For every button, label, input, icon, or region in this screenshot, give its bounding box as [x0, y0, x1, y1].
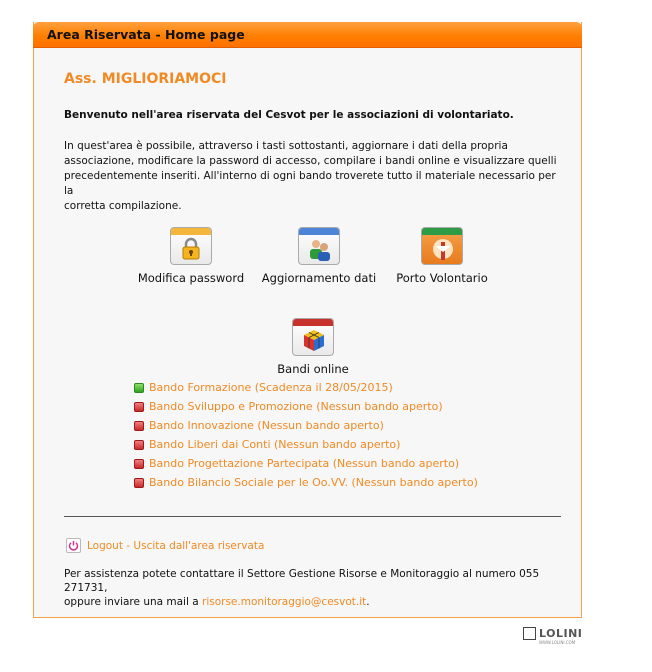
porto-volontario-button[interactable] [377, 227, 507, 285]
brand-name: LOLINI [539, 627, 583, 640]
reserved-area-panel [33, 22, 582, 618]
bando-link[interactable]: Bando Sviluppo e Promozione (Nessun bando aperto) [149, 400, 443, 413]
bando-item[interactable] [134, 454, 478, 473]
status-closed-icon [134, 440, 144, 450]
aggiornamento-dati-button[interactable] [254, 227, 384, 285]
logout-label[interactable]: Logout - Uscita dall'area riservata [87, 539, 265, 552]
association-name: Ass. MIGLIORIAMOCI [64, 71, 227, 87]
bando-link[interactable]: Bando Bilancio Sociale per le Oo.VV. (Nessun bando aperto) [149, 476, 478, 489]
intro-line: associazione, modificare la password di accesso, compilare i bandi online e visualizzare quelli [64, 155, 557, 167]
panel-header-title: Area Riservata - Home page [33, 22, 582, 48]
brand-sub: WWW.LOLINI.COM [539, 640, 576, 645]
bando-item[interactable] [134, 435, 478, 454]
padlock-icon [170, 227, 212, 265]
bando-item[interactable] [134, 416, 478, 435]
bando-link[interactable]: Bando Liberi dai Conti (Nessun bando aperto) [149, 438, 401, 451]
bando-link[interactable]: Bando Formazione (Scadenza il 28/05/2015) [149, 381, 393, 394]
assistance-text [64, 567, 574, 609]
assistance-suffix: . [366, 596, 370, 608]
bandi-online-button[interactable] [248, 318, 378, 376]
assistance-line: Per assistenza potete contattare il Settore Gestione Risorse e Monitoraggio al numero 055 271731, [64, 568, 540, 594]
lighthouse-icon [421, 227, 463, 265]
power-icon [66, 538, 81, 553]
intro-line: In quest'area è possibile, attraverso i tasti sottostanti, aggiornare i dati della propria [64, 140, 508, 152]
assistance-prefix: oppure inviare una mail a [64, 596, 203, 608]
bandi-list [134, 378, 478, 492]
porto-volontario-label: Porto Volontario [396, 271, 488, 285]
cube-icon [292, 318, 334, 356]
status-open-icon [134, 383, 144, 393]
intro-line: corretta compilazione. [64, 200, 182, 212]
aggiornamento-dati-label: Aggiornamento dati [261, 271, 377, 285]
modifica-password-label: Modifica password [137, 271, 245, 285]
lolini-mark-icon [523, 627, 536, 640]
modifica-password-button[interactable] [126, 227, 256, 285]
bando-link[interactable]: Bando Innovazione (Nessun bando aperto) [149, 419, 384, 432]
assistance-line [64, 595, 574, 609]
bando-item[interactable] [134, 378, 478, 397]
intro-line: precedentemente inseriti. All'interno di ogni bando troverete tutto il materiale necessario per la [64, 170, 556, 197]
bando-item[interactable] [134, 473, 478, 492]
lolini-logo [523, 627, 583, 645]
welcome-text: Benvenuto nell'area riservata del Cesvot per le associazioni di volontariato. [64, 109, 514, 121]
bando-item[interactable] [134, 397, 478, 416]
status-closed-icon [134, 459, 144, 469]
logout-link[interactable] [66, 538, 264, 553]
status-closed-icon [134, 402, 144, 412]
users-icon [298, 227, 340, 265]
status-closed-icon [134, 421, 144, 431]
bando-link[interactable]: Bando Progettazione Partecipata (Nessun bando aperto) [149, 457, 460, 470]
status-closed-icon [134, 478, 144, 488]
intro-text [64, 139, 564, 214]
email-link[interactable]: risorse.monitoraggio@cesvot.it [202, 596, 367, 608]
divider [64, 516, 561, 517]
bandi-online-label: Bandi online [277, 362, 349, 376]
